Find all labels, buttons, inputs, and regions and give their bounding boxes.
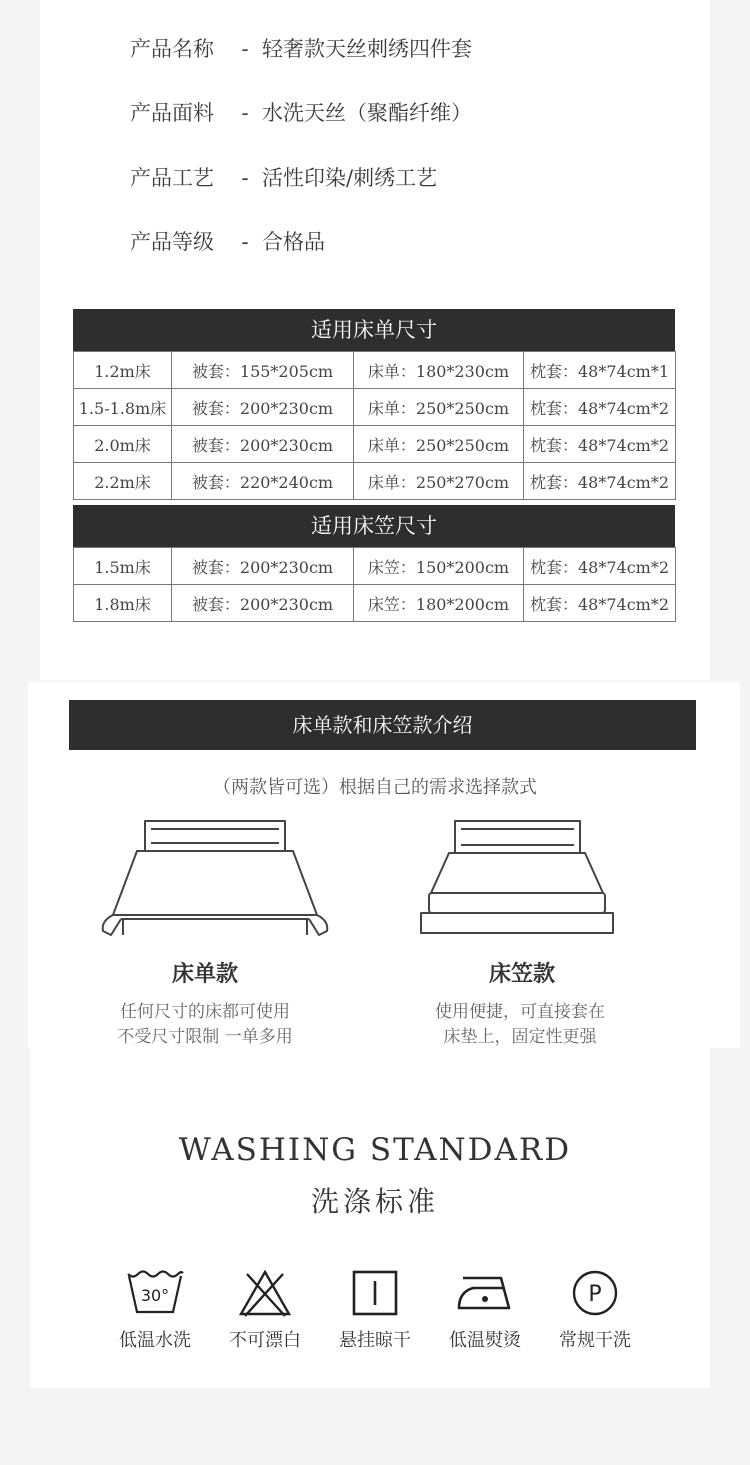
fitted-sheet-desc-line2: 床垫上，固定性更强 xyxy=(443,1027,597,1047)
fitted-sheet-desc-line1: 使用便捷，可直接套在 xyxy=(435,1002,605,1022)
table-cell: 1.5m床 xyxy=(74,548,172,585)
table-cell: 床单：250*250cm xyxy=(354,426,524,463)
care-label-wash: 低温水洗 xyxy=(119,1330,191,1351)
table-cell: 被套：200*230cm xyxy=(172,548,354,585)
flat-sheet-table-title: 适用床单尺寸 xyxy=(73,309,675,351)
care-label-hang: 悬挂晾干 xyxy=(339,1330,411,1351)
wash-temp-badge: 30° xyxy=(140,1286,170,1305)
table-cell: 床单：180*230cm xyxy=(354,352,524,389)
fitted-sheet-style-desc xyxy=(405,1000,635,1050)
table-cell: 2.0m床 xyxy=(74,426,172,463)
dry-clean-letter: P xyxy=(588,1282,602,1307)
separator: - xyxy=(241,37,249,61)
flat-sheet-desc-line1: 任何尺寸的床都可使用 xyxy=(120,1002,290,1022)
care-item-iron xyxy=(430,1268,540,1352)
flat-sheet-table-row xyxy=(74,389,676,426)
table-cell: 1.8m床 xyxy=(74,585,172,622)
product-craft-label: 产品工艺 xyxy=(130,166,214,190)
washing-title-cn: 洗涤标准 xyxy=(310,1185,439,1218)
product-fabric-label: 产品面料 xyxy=(130,101,214,125)
intro-banner: 床单款和床笠款介绍 xyxy=(69,700,696,750)
product-grade-value: 合格品 xyxy=(262,230,325,254)
care-label-iron: 低温熨烫 xyxy=(449,1330,521,1351)
table-cell: 枕套：48*74cm*2 xyxy=(524,389,676,426)
table-cell: 枕套：48*74cm*1 xyxy=(524,352,676,389)
product-craft-value: 活性印染/刺绣工艺 xyxy=(262,166,438,190)
product-grade-label: 产品等级 xyxy=(130,230,214,254)
product-fabric-value: 水洗天丝（聚酯纤维） xyxy=(262,101,472,125)
product-grade-row xyxy=(130,226,325,256)
care-item-wash xyxy=(100,1268,210,1352)
product-name-row xyxy=(130,33,472,63)
table-cell: 1.5-1.8m床 xyxy=(74,389,172,426)
table-cell: 床单：250*270cm xyxy=(354,463,524,500)
table-cell: 1.2m床 xyxy=(74,352,172,389)
flat-sheet-style-desc xyxy=(90,1000,320,1050)
wash-30-icon xyxy=(125,1268,185,1318)
no-bleach-icon xyxy=(237,1268,293,1318)
table-cell: 床笠：150*200cm xyxy=(354,548,524,585)
table-cell: 被套：200*230cm xyxy=(172,389,354,426)
intro-note: （两款皆可选）根据自己的需求选择款式 xyxy=(213,777,537,798)
care-item-bleach xyxy=(210,1268,320,1352)
flat-sheet-size-table xyxy=(73,309,675,500)
washing-title-en: WASHING STANDARD xyxy=(178,1132,572,1168)
low-iron-icon xyxy=(455,1268,515,1318)
flat-sheet-table-row xyxy=(74,463,676,500)
table-cell: 2.2m床 xyxy=(74,463,172,500)
fitted-sheet-style-title: 床笠款 xyxy=(488,962,555,987)
flat-sheet-table-row xyxy=(74,426,676,463)
table-cell: 被套：220*240cm xyxy=(172,463,354,500)
table-cell: 被套：155*205cm xyxy=(172,352,354,389)
care-label-dryclean: 常规干洗 xyxy=(559,1330,631,1351)
table-cell: 枕套：48*74cm*2 xyxy=(524,426,676,463)
fitted-sheet-table-row xyxy=(74,585,676,622)
table-cell: 枕套：48*74cm*2 xyxy=(524,548,676,585)
table-cell: 被套：200*230cm xyxy=(172,585,354,622)
product-name-label: 产品名称 xyxy=(130,37,214,61)
flat-sheet-table-row xyxy=(74,352,676,389)
table-cell: 床笠：180*200cm xyxy=(354,585,524,622)
dry-clean-p-icon xyxy=(570,1268,620,1318)
hang-dry-icon xyxy=(350,1268,400,1318)
care-item-hang xyxy=(320,1268,430,1352)
fitted-sheet-table-title: 适用床笠尺寸 xyxy=(73,505,675,547)
product-name-value: 轻奢款天丝刺绣四件套 xyxy=(262,37,472,61)
table-cell: 被套：200*230cm xyxy=(172,426,354,463)
care-label-bleach: 不可漂白 xyxy=(229,1330,301,1351)
fitted-sheet-size-table xyxy=(73,505,675,622)
separator: - xyxy=(241,166,249,190)
table-cell: 床单：250*250cm xyxy=(354,389,524,426)
flat-sheet-desc-line2: 不受尺寸限制 一单多用 xyxy=(117,1027,293,1047)
product-fabric-row xyxy=(130,97,472,127)
separator: - xyxy=(241,101,249,125)
table-cell: 枕套：48*74cm*2 xyxy=(524,463,676,500)
product-craft-row xyxy=(130,162,437,192)
table-cell: 枕套：48*74cm*2 xyxy=(524,585,676,622)
fitted-sheet-bed-icon xyxy=(415,815,615,940)
flat-sheet-bed-icon xyxy=(95,815,335,940)
separator: - xyxy=(241,230,249,254)
care-item-dryclean xyxy=(540,1268,650,1352)
fitted-sheet-table-row xyxy=(74,548,676,585)
flat-sheet-style-title: 床单款 xyxy=(171,962,238,987)
